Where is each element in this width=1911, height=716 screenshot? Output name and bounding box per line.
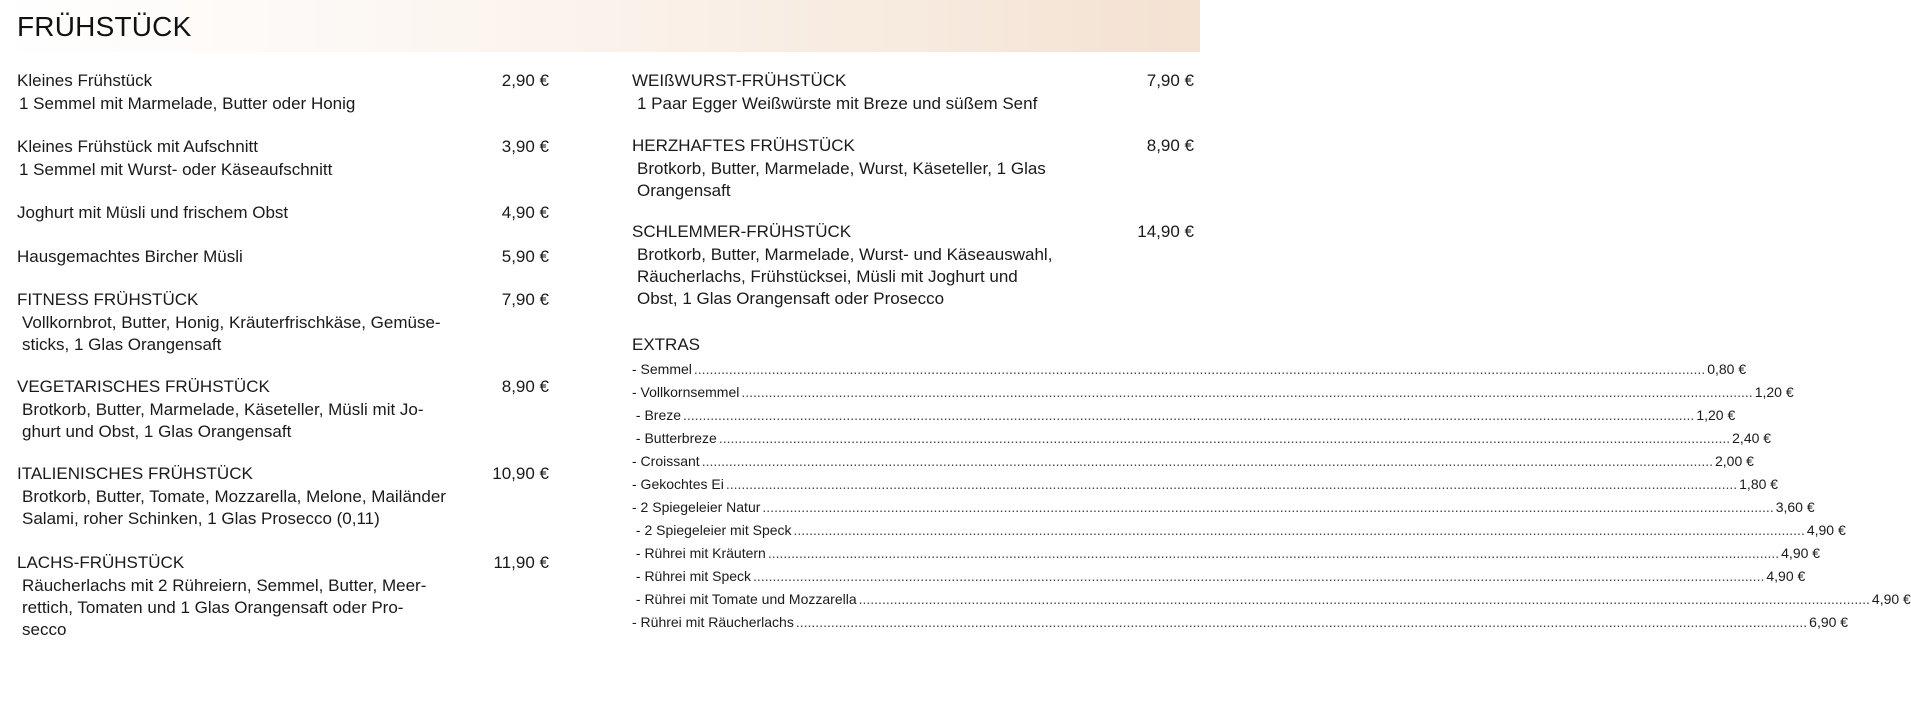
dot-leader: .................................................................................................................................................................................................................................................................... — [795, 614, 1808, 630]
menu-item-description: Brotkorb, Butter, Marmelade, Käseteller, Müsli mit Jo- — [22, 400, 424, 419]
extras-item-name: - Butterbreze — [632, 430, 717, 446]
extras-title: EXTRAS — [632, 335, 701, 354]
menu-item-price: 10,90 € — [492, 464, 549, 483]
extras-row — [632, 404, 1736, 427]
extras-row — [632, 427, 1772, 450]
extras-row — [632, 611, 1849, 634]
menu-item-description: Brotkorb, Butter, Marmelade, Wurst, Käseteller, 1 Glas — [637, 159, 1046, 178]
menu-item-name: Kleines Frühstück — [17, 71, 153, 90]
menu-item-price: 8,90 € — [501, 377, 549, 396]
extras-item-price: 1,20 € — [1754, 384, 1794, 400]
extras-item-name: - 2 Spiegeleier Natur — [632, 499, 761, 515]
menu-column-left — [17, 70, 557, 641]
dot-leader: .................................................................................................................................................................................................................................................................... — [767, 545, 1780, 561]
extras-item-price: 1,80 € — [1739, 476, 1779, 492]
extras-row — [632, 519, 1846, 542]
menu-item-description: Räucherlachs, Frühstücksei, Müsli mit Joghurt und — [637, 267, 1018, 286]
dot-leader: .................................................................................................................................................................................................................................................................... — [762, 499, 1774, 515]
menu-item-description: sticks, 1 Glas Orangensaft — [22, 335, 222, 354]
menu-item-name: SCHLEMMER-FRÜHSTÜCK — [632, 222, 852, 241]
menu-column-right — [632, 70, 1911, 634]
menu-item-description: secco — [22, 620, 67, 639]
menu-item-name: LACHS-FRÜHSTÜCK — [17, 553, 185, 572]
menu-item-price: 4,90 € — [501, 203, 549, 222]
extras-row — [632, 473, 1779, 496]
menu-item-description: Brotkorb, Butter, Marmelade, Wurst- und Käseauswahl, — [637, 245, 1053, 264]
menu-item-price: 7,90 € — [501, 290, 549, 309]
menu-item-price: 3,90 € — [501, 137, 549, 156]
menu-item-description: ghurt und Obst, 1 Glas Orangensaft — [22, 422, 292, 441]
menu-item — [17, 202, 557, 224]
menu-item-description: Orangensaft — [637, 181, 731, 200]
dot-leader: .................................................................................................................................................................................................................................................................... — [725, 476, 1738, 492]
menu-item-description: Salami, roher Schinken, 1 Glas Prosecco (0,11) — [22, 509, 380, 528]
extras-item-name: - Rührei mit Speck — [632, 568, 752, 584]
menu-item-description: Brotkorb, Butter, Tomate, Mozzarella, Melone, Mailänder — [22, 487, 446, 506]
extras-list — [632, 358, 1911, 634]
dot-leader: .................................................................................................................................................................................................................................................................... — [793, 522, 1805, 538]
menu-item — [17, 376, 557, 443]
extras-item-name: - Gekochtes Ei — [632, 476, 724, 492]
menu-item — [17, 289, 557, 356]
menu-item-name: HERZHAFTES FRÜHSTÜCK — [632, 136, 855, 155]
menu-item-description: Vollkornbrot, Butter, Honig, Kräuterfrischkäse, Gemüse- — [22, 313, 441, 332]
extras-item-price: 2,40 € — [1732, 430, 1772, 446]
menu-item-description: 1 Semmel mit Marmelade, Butter oder Honig — [19, 94, 356, 113]
extras-item-name: - Rührei mit Tomate und Mozzarella — [632, 591, 857, 607]
extras-item-price: 2,00 € — [1715, 453, 1754, 469]
menu-item-description: Obst, 1 Glas Orangensaft oder Prosecco — [637, 289, 945, 308]
extras-row — [632, 496, 1815, 519]
extras-item-price: 0,80 € — [1707, 361, 1747, 377]
menu-item-name: WEIßWURST-FRÜHSTÜCK — [632, 71, 847, 90]
menu-item-name: Joghurt mit Müsli und frischem Obst — [17, 203, 289, 222]
menu-item-description: 1 Semmel mit Wurst- oder Käseaufschnitt — [19, 160, 333, 179]
extras-row — [632, 542, 1821, 565]
dot-leader: .................................................................................................................................................................................................................................................................... — [741, 384, 1753, 400]
menu-item-price: 8,90 € — [1146, 136, 1194, 155]
menu-item-name: FITNESS FRÜHSTÜCK — [17, 290, 199, 309]
dot-leader: .................................................................................................................................................................................................................................................................... — [718, 430, 1731, 446]
extras-item-price: 4,90 € — [1766, 568, 1806, 584]
extras-item-name: - Semmel — [632, 361, 692, 377]
menu-item — [17, 70, 557, 115]
page-header — [0, 0, 1200, 52]
extras-item-price: 3,60 € — [1775, 499, 1815, 515]
extras-row — [632, 450, 1754, 473]
extras-row — [632, 588, 1911, 611]
extras-item-price: 4,90 € — [1806, 522, 1846, 538]
menu-item — [17, 136, 557, 181]
menu-item-description: 1 Paar Egger Weißwürste mit Breze und süßem Senf — [637, 94, 1038, 113]
menu-item-name: Kleines Frühstück mit Aufschnitt — [17, 137, 258, 156]
menu-item — [17, 246, 557, 268]
dot-leader: .................................................................................................................................................................................................................................................................... — [858, 591, 1870, 607]
extras-item-name: - Vollkornsemmel — [632, 384, 740, 400]
menu-item — [632, 135, 1194, 202]
extras-item-price: 1,20 € — [1696, 407, 1736, 423]
extras-item-name: - Breze — [632, 407, 682, 423]
page-title: FRÜHSTÜCK — [17, 11, 192, 42]
dot-leader: .................................................................................................................................................................................................................................................................... — [683, 407, 1695, 423]
extras-row — [632, 381, 1794, 404]
menu-item-price: 2,90 € — [501, 71, 549, 90]
menu-item — [17, 552, 557, 641]
extras-row — [632, 565, 1806, 588]
extras-item-price: 6,90 € — [1809, 614, 1849, 630]
menu-item-price: 14,90 € — [1137, 222, 1194, 241]
menu-item-name: Hausgemachtes Bircher Müsli — [17, 247, 243, 266]
menu-item — [632, 70, 1194, 115]
menu-item-price: 11,90 € — [493, 553, 549, 572]
menu-item-description: rettich, Tomaten und 1 Glas Orangensaft oder Pro- — [22, 598, 404, 617]
menu-item — [632, 221, 1194, 310]
dot-leader: .................................................................................................................................................................................................................................................................... — [701, 453, 1713, 469]
extras-item-name: - Rührei mit Räucherlachs — [632, 614, 794, 630]
extras-item-price: 4,90 € — [1871, 591, 1911, 607]
menu-item-name: ITALIENISCHES FRÜHSTÜCK — [17, 464, 253, 483]
dot-leader: .................................................................................................................................................................................................................................................................... — [753, 568, 1765, 584]
menu-item-name: VEGETARISCHES FRÜHSTÜCK — [17, 377, 270, 396]
menu-item-price: 7,90 € — [1146, 71, 1194, 90]
extras-item-name: - Rührei mit Kräutern — [632, 545, 766, 561]
extras-item-name: - 2 Spiegeleier mit Speck — [632, 522, 792, 538]
menu-item-description: Räucherlachs mit 2 Rühreiern, Semmel, Butter, Meer- — [22, 576, 427, 595]
menu-item — [17, 463, 557, 530]
extras-item-price: 4,90 € — [1781, 545, 1821, 561]
extras-row — [632, 358, 1747, 381]
extras-item-name: - Croissant — [632, 453, 700, 469]
dot-leader: .................................................................................................................................................................................................................................................................... — [693, 361, 1706, 377]
menu-item-price: 5,90 € — [501, 247, 549, 266]
